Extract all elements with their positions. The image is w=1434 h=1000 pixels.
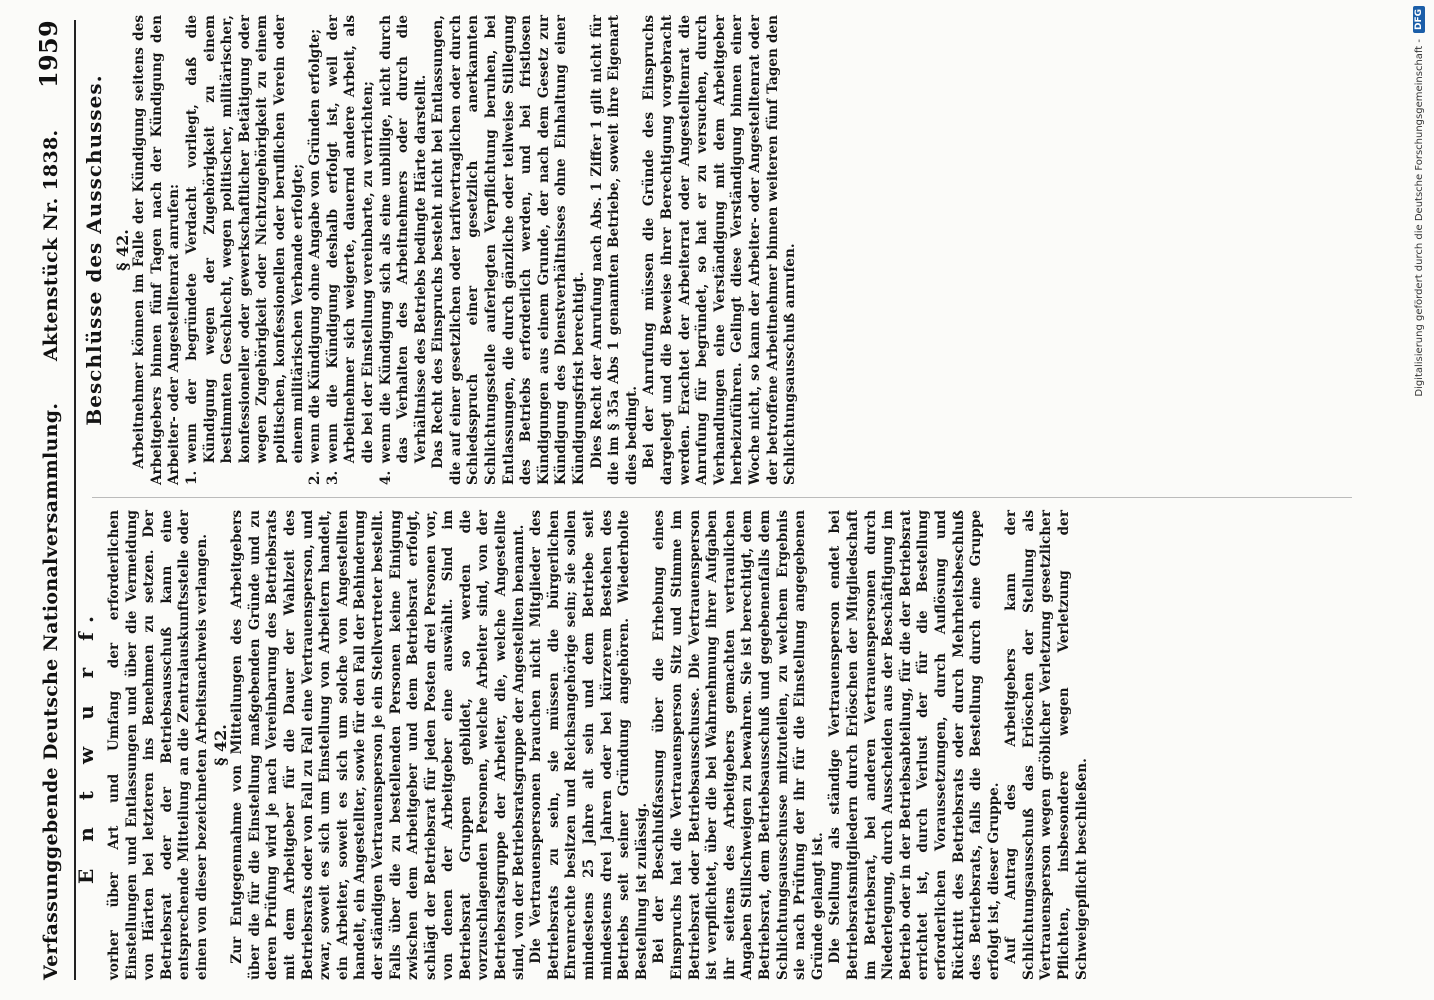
list-item-number: 4. (377, 470, 394, 485)
left-paragraph-4: Die Stellung als ständige Vertrauensperson endet bei Betriebsratsmitgliedern durch Erlöschen der Mitgliedschaft im Betriebsrat, bei anderen Vertrauenspersonen durch Niederlegung, durch Ausscheiden aus der Beschäftigung im Betrieb oder in der Betriebsabteilung, für die der Betriebsrat errichtet ist, durch Verlust der für die Bestellung erforderlichen Voraussetzungen, durch Auflösung und Rücktritt des Betriebsrats oder durch Mehrheitsbeschluß des Betriebsrats, falls die Bestellung durch eine Gruppe erfolgt ist, dieser Gruppe. (827, 510, 1002, 980)
list-item (307, 15, 325, 485)
list-item-number: 1. (183, 470, 200, 485)
page-number: 1959 (34, 20, 63, 89)
right-column (78, 15, 800, 485)
list-item-text: wenn die Kündigung ohne Angabe von Gründen erfolgte; (307, 28, 324, 464)
right-paragraph-2: Dies Recht der Anrufung nach Abs. 1 Ziffer 1 gilt nicht für die im § 35a Abs 1 genannten Betriebe, soweit ihre Eigenart dies bedingt. (588, 15, 640, 485)
list-item (184, 15, 307, 485)
left-column-title-block (74, 510, 98, 980)
right-paragraph-1: Das Recht des Einspruchs besteht nicht bei Entlassungen, die auf einer gesetzlichen oder tarifvertraglichen oder durch Schiedsspruch einer gesetzlich anerkannten Schlichtungsstelle auferlegten Verpflichtung beruhen, bei Entlassungen, die durch gänzliche oder teilweise Stillegung des Betriebs erforderlich werden, und bei fristlosen Kündigungen aus einem Grunde, der nach dem Gesetz zur Kündigung des Dienstverhältnisses ohne Einhaltung einer Kündigungsfrist berechtigt. (430, 15, 588, 485)
right-section-heading: § 42. (112, 229, 132, 271)
list-item-text: wenn der begründete Verdacht vorliegt, daß die Kündigung wegen der Zugehörigkeit zu einem bestimmten Geschlecht, wegen politischer, militärischer, konfessioneller oder gewerkschaftlicher Betätigung oder wegen Zugehörigkeit oder Nichtzugehörigkeit zu einem politischen, konfessionellen oder beruflichen Verein oder einem militärischen Verbande erfolgte; (183, 15, 306, 464)
list-item-number: 3. (324, 470, 341, 485)
list-item-text: wenn die Kündigung sich als eine unbillige, nicht durch das Verhalten des Arbeitnehmers oder durch die Verhältnisse des Betriebs bedingte Härte darstellt. (377, 15, 429, 464)
left-intro-paragraph: vorher über Art und Umfang der erforderlichen Einstellungen und Entlassungen und über die Vermeidung von Härten bei letzteren ins Benehmen zu setzen. Der Betriebsrat oder der Betriebsausschuß kann eine entsprechende Mitteilung an die Zentralauskunftsstelle oder einen von dieser bezeichneten Arbeitsnachweis verlangen. (106, 510, 210, 980)
right-intro-paragraph: Arbeitnehmer können im Falle der Kündigung seitens des Arbeitgebers binnen fünf Tagen nach der Kündigung den Arbeiter- oder Angestelltenrat anrufen: (131, 15, 183, 485)
right-paragraph-3: Bei der Anrufung müssen die Gründe des Einspruchs dargelegt und die Beweise ihrer Berechtigung vorgebracht werden. Erachtet der Arbeiterrat oder Angestelltenrat die Anrufung für begründet, so hat er zu versuchen, durch Verhandlungen eine Verständigung mit dem Arbeitgeber herbeizuführen. Gelingt diese Verständigung binnen einer Woche nicht, so kann der Arbeiter- oder Angestelltenrat oder der betroffene Arbeitnehmer binnen weiteren fünf Tagen den Schlichtungsausschuß anrufen. (641, 15, 799, 485)
left-paragraph-5: Auf Antrag des Arbeitgebers kann der Schlichtungsausschuß das Erlöschen der Stellung als Vertrauensperson wegen gröblicher Verletzung gesetzlicher Pflichten, insbesondere wegen Verletzung der Schweigepflicht beschließen. (1003, 510, 1090, 980)
dfg-logo-badge: DFG (1413, 6, 1425, 33)
list-item-number: 2. (307, 470, 324, 485)
left-paragraph-1: Zur Entgegennahme von Mitteilungen des Arbeitgebers über die für die Einstellung maßgebenden Gründe und zu deren Prüfung wird je nach Vereinbarung des Betriebsrats mit dem Arbeitgeber für die Dauer der Wahlzeit des Betriebsrats oder von Fall zu Fall eine Vertrauensperson, und zwar, soweit es sich um Einstellung von Arbeitern handelt, ein Arbeiter, soweit es sich um solche von Angestellten handelt, ein Angestellter, sowie für den Fall der Behinderung der ständigen Vertrauensperson je ein Stellvertreter bestellt. Falls über die zu bestellenden Personen keine Einigung zwischen dem Arbeitgeber und dem Betriebsrat erfolgt, schlägt der Betriebsrat für jeden Posten drei Personen vor, von denen der Arbeitgeber eine auswählt. Sind im Betriebsrat Gruppen gebildet, so werden die vorzuschlagenden Personen, welche Arbeiter sind, von der Betriebsratsgruppe der Arbeiter, die, welche Angestellte sind, von der Betriebsratsgruppe der Angestellten benannt. (229, 510, 527, 980)
digitization-footer (1408, 6, 1430, 994)
header-document-number: Aktenstück Nr. 1838. (40, 129, 62, 362)
footer-credit: Digitalisierung gefördert durch die Deutsche Forschungsgemeinschaft - (1413, 39, 1425, 397)
left-column (74, 510, 1091, 980)
list-item (325, 15, 378, 485)
list-item-text: wenn die Kündigung deshalb erfolgt ist, weil der Arbeitnehmer sich weigerte, dauernd andere Arbeit, als die bei der Einstellung vereinbarte, zu verrichten; (324, 15, 376, 464)
left-column-title: E n t w u r f. (74, 606, 98, 884)
right-column-title: Beschlüsse des Ausschusses. (82, 74, 106, 426)
left-paragraph-3: Bei der Beschlußfassung über die Erhebung eines Einspruchs hat die Vertrauensperson Sitz und Stimme im Betriebsrat oder Betriebsausschusse. Die Vertrauensperson ist verpflichtet, über die bei Wahrnehmung ihrer Aufgaben ihr seitens des Arbeitgebers gemachten vertraulichen Angaben Stillschweigen zu bewahren. Sie ist berechtigt, dem Betriebsrat, dem Betriebsausschuß und gegebenenfalls dem Schlichtungsausschusse mitzuteilen, zu welchem Ergebnis sie nach Prüfung der ihr für die Einstellung angegebenen Gründe gelangt ist. (651, 510, 826, 980)
left-paragraph-2: Die Vertrauenspersonen brauchen nicht Mitglieder des Betriebsrats zu sein, sie müssen die bürgerlichen Ehrenrechte besitzen und Reichsangehörige sein; sie sollen mindestens 25 Jahre alt sein und dem Betriebe seit mindestens drei Jahren oder bei kürzerem Bestehen des Betriebs seit seiner Gründung angehören. Wiederholte Bestellung ist zulässig. (528, 510, 650, 980)
list-item (378, 15, 431, 485)
page-header (34, 20, 76, 980)
left-section-heading: § 42. (210, 724, 230, 766)
column-divider (92, 497, 1352, 498)
header-title: Verfassunggebende Deutsche Nationalversammlung. (40, 402, 62, 980)
